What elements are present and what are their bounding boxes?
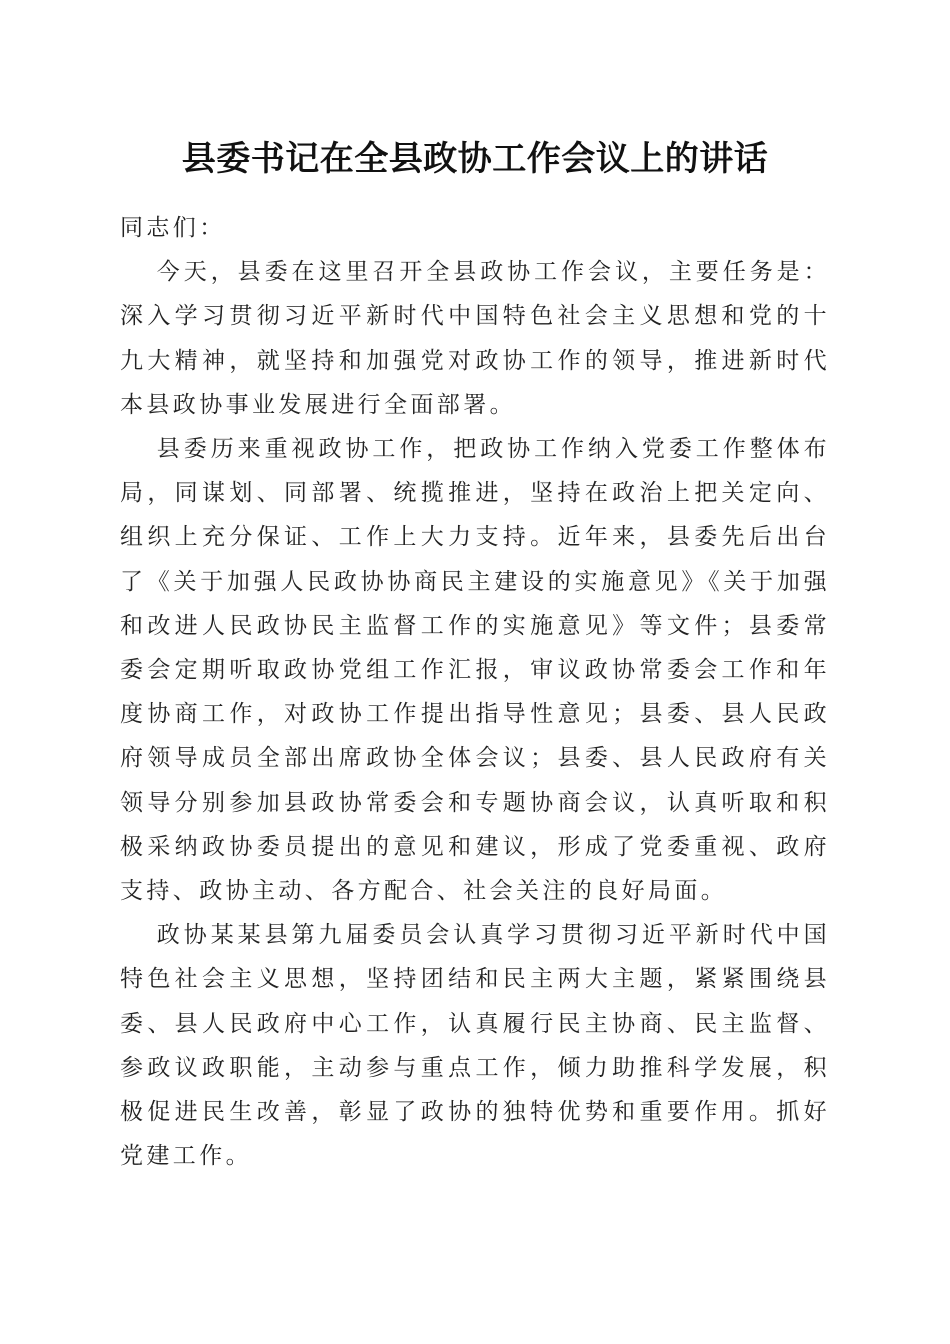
paragraph-2: 县委历来重视政协工作，把政协工作纳入党委工作整体布局，同谋划、同部署、统揽推进，坚持在政治上把关定向、组织上充分保证、工作上大力支持。近年来，县委先后出台了《关于加强人民政协协商民主建设的实施意见》《关于加强和改进人民政协民主监督工作的实施意见》等文件；县委常委会定期听取政协党组工作汇报，审议政协常委会工作和年度协商工作，对政协工作提出指导性意见；县委、县人民政府领导成员全部出席政协全体会议；县委、县人民政府有关领导分别参加县政协常委会和专题协商会议，认真听取和积极采纳政协委员提出的意见和建议，形成了党委重视、政府支持、政协主动、各方配合、社会关注的良好局面。: [120, 436, 830, 905]
paragraph-3: 政协某某县第九届委员会认真学习贯彻习近平新时代中国特色社会主义思想，坚持团结和民主两大主题，紧紧围绕县委、县人民政府中心工作，认真履行民主协商、民主监督、参政议政职能，主动参与重点工作，倾力助推科学发展，积极促进民生改善，彰显了政协的独特优势和重要作用。抓好党建工作。: [120, 922, 830, 1170]
paragraph-1: 今天，县委在这里召开全县政协工作会议，主要任务是：深入学习贯彻习近平新时代中国特色社会主义思想和党的十九大精神，就坚持和加强党对政协工作的领导，推进新时代本县政协事业发展进行全面部署。: [120, 259, 830, 418]
document-body: [120, 206, 830, 1178]
document-title: 县委书记在全县政协工作会议上的讲话: [181, 139, 769, 179]
salutation: 同志们：: [120, 215, 226, 241]
